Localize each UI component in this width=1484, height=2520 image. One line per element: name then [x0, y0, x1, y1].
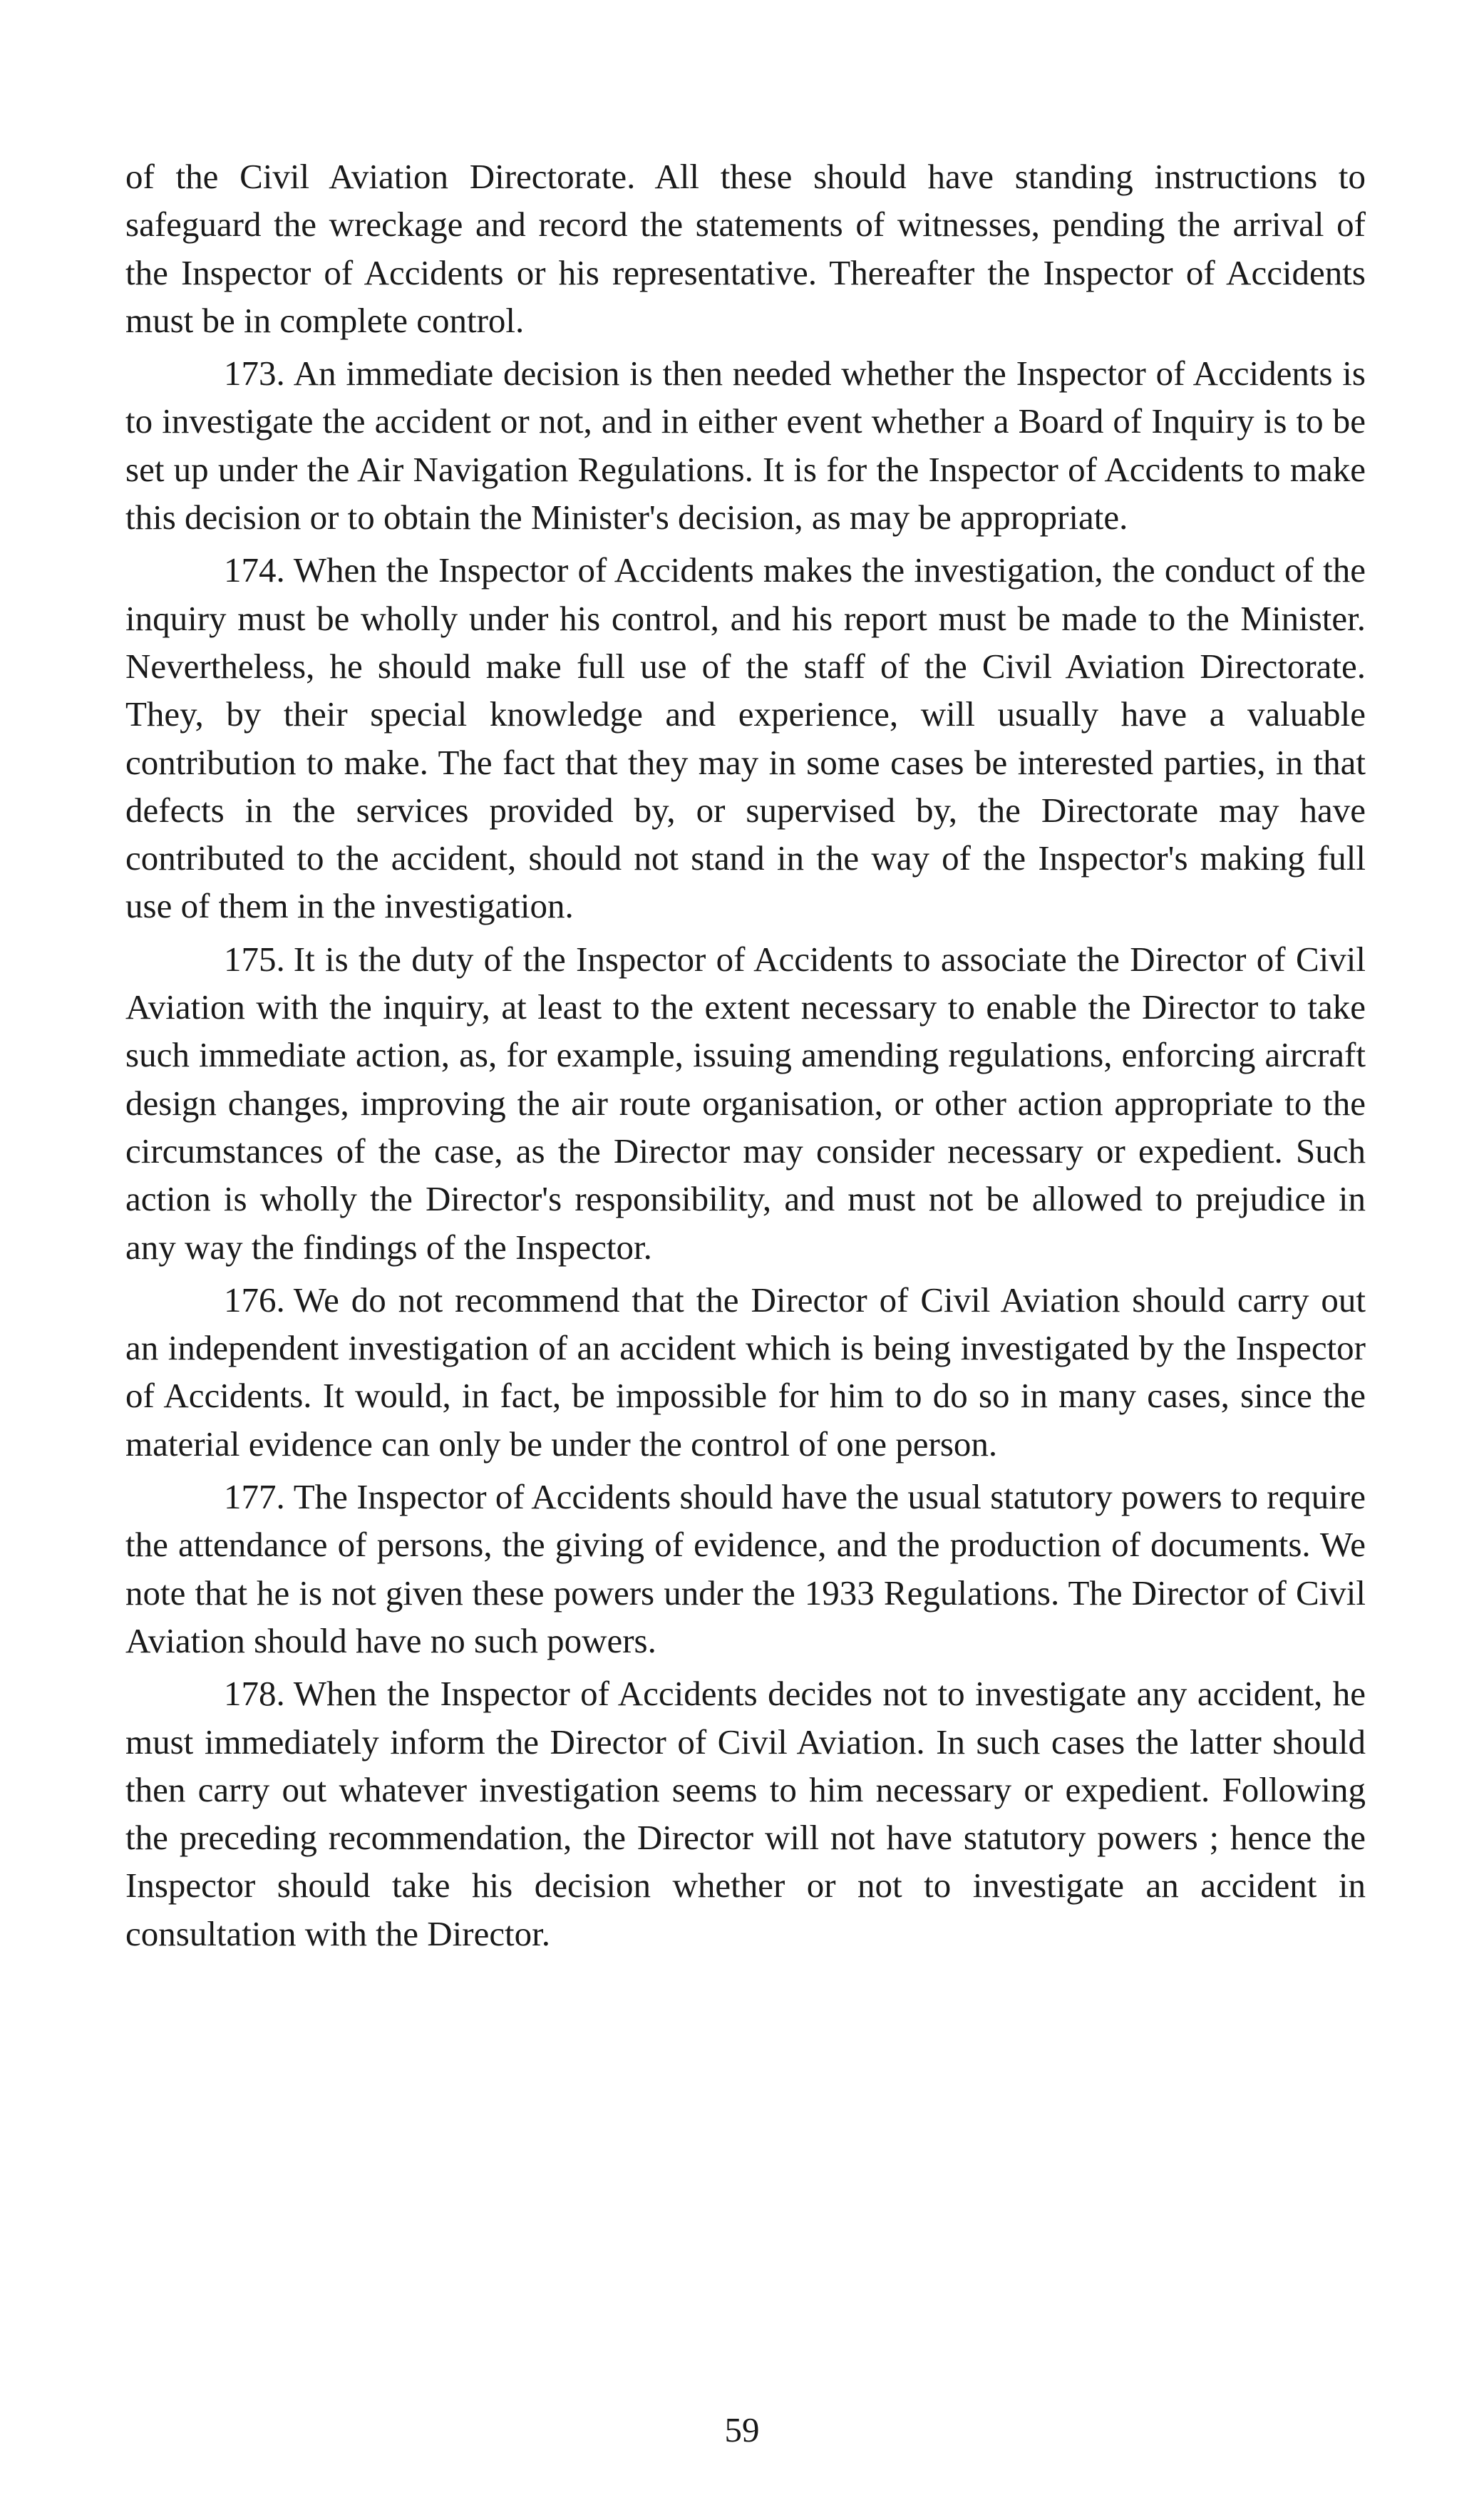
page-body [125, 153, 1366, 1963]
paragraph-173 [125, 349, 1366, 541]
paragraph-176 [125, 1276, 1366, 1468]
page-number: 59 [724, 2410, 760, 2449]
paragraph-continuation [125, 153, 1366, 344]
paragraph-text: We do not recommend that the Director of Civil Aviation should carry out an independent investigation of an accident which is being investigated by the Inspector of Accidents. It would, in fact, be impossible for him to do so in many cases, since the material evidence can only be under the control of one person. [125, 1280, 1366, 1464]
paragraph-number: 175. [224, 939, 285, 979]
paragraph-number: 178. [224, 1674, 285, 1714]
paragraph-number: 176. [224, 1280, 285, 1320]
paragraph-178 [125, 1670, 1366, 1958]
paragraph-number: 174. [224, 550, 285, 590]
paragraph-text: It is the duty of the Inspector of Accidents to associate the Director of Civil Aviation with the inquiry, at least to the extent necessary to enable the Director to take such immediate action, as, for example, issuing amending regulations, enforcing aircraft design changes, improving the air route organisation, or other action appropriate to the circumstances of the case, as the Director may consider necessary or expedient. Such action is wholly the Director's responsibility, and must not be allowed to prejudice in any way the findings of the Inspector. [125, 939, 1366, 1267]
paragraph-text: When the Inspector of Accidents makes the investigation, the conduct of the inquiry must be wholly under his control, and his report must be made to the Minister. Nevertheless, he should make full use of the staff of the Civil Aviation Directorate. They, by their special knowledge and experience, will usually have a valuable contribution to make. The fact that they may in some cases be interested parties, in that defects in the services provided by, or supervised by, the Directorate may have contributed to the accident, should not stand in the way of the Inspector's making full use of them in the investigation. [125, 550, 1366, 926]
paragraph-174 [125, 546, 1366, 930]
paragraph-177 [125, 1473, 1366, 1665]
paragraph-number: 177. [224, 1477, 285, 1517]
paragraph-text: When the Inspector of Accidents decides not to investigate any accident, he must immediately inform the Director of Civil Aviation. In such cases the latter should then carry out whatever investigation seems to him necessary or expedient. Following the preceding recommendation, the Director will not have statutory powers ; hence the Inspector should take his decision whether or not to investigate an accident in consultation with the Director. [125, 1674, 1366, 1953]
paragraph-number: 173. [224, 354, 285, 394]
paragraph-175 [125, 935, 1366, 1271]
paragraph-text: The Inspector of Accidents should have the usual statutory powers to require the attendance of persons, the giving of evidence, and the production of documents. We note that he is not given these powers under the 1933 Regulations. The Director of Civil Aviation should have no such powers. [125, 1477, 1366, 1660]
paragraph-text: of the Civil Aviation Directorate. All these should have standing instructions to safeguard the wreckage and record the statements of witnesses, pending the arrival of the Inspector of Accidents or his representative. Thereafter the Inspector of Accidents must be in complete control. [125, 157, 1366, 340]
paragraph-text: An immediate decision is then needed whether the Inspector of Accidents is to investigate the accident or not, and in either event whether a Board of Inquiry is to be set up under the Air Navigation Regulations. It is for the Inspector of Accidents to make this decision or to obtain the Minister's decision, as may be appropriate. [125, 354, 1366, 538]
